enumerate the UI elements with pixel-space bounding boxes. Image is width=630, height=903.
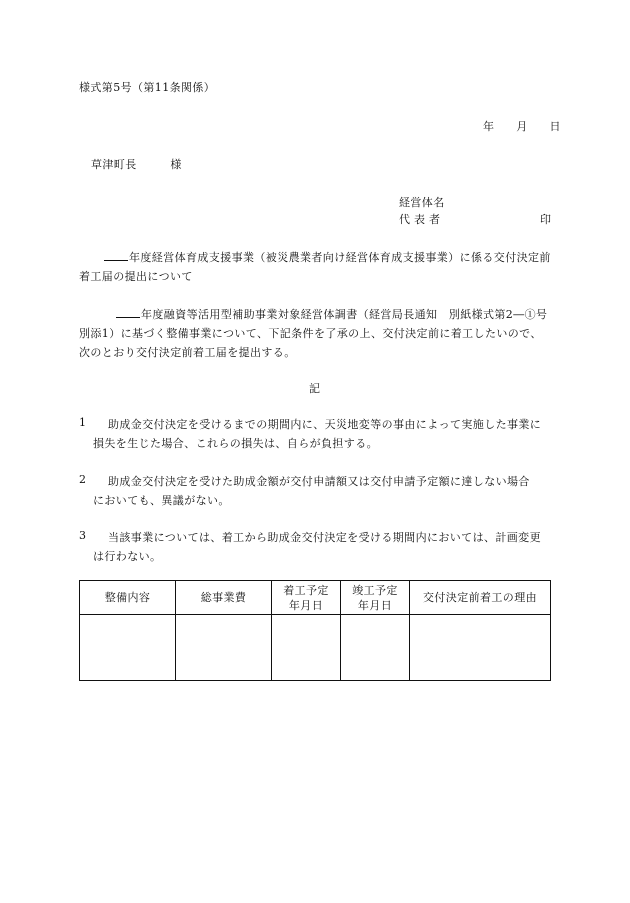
form-label: 様式第5号（第11条関係） [79,81,216,94]
applicant-name-label: 経営体名 [399,196,445,209]
header-total-cost: 総事業費 [176,581,272,615]
date-day: 日 [549,120,561,133]
table-row [80,615,551,681]
year-blank [116,308,140,318]
header-completion-date-line-1: 竣工予定 [352,583,398,597]
body-line-2: 別添1）に基づく整備事業について、下記条件を了承の上、交付決定前に着工したいので、 [79,327,542,340]
condition-line-1: 助成金交付決定を受けるまでの期間内に、天災地変等の事由によって実施した事業に [108,418,542,431]
date-year: 年 [483,120,495,133]
addressee-title: 草津町長 [91,158,137,171]
condition-number: 2 [79,473,87,486]
header-work-content: 整備内容 [80,581,176,615]
cell-work-content [80,615,176,681]
condition-line-2: においても、異議がない。 [93,494,230,507]
header-completion-date [341,581,410,615]
condition-line-2: 損失を生じた場合、これらの損失は、自らが負担する。 [93,437,378,450]
header-start-date-line-2: 年月日 [288,598,324,612]
subject-line-1: 年度経営体育成支援事業（被災農業者向け経営体育成支援事業）に係る交付決定前 [129,251,551,264]
cell-completion-date [341,615,410,681]
subject-line-2: 着工届の提出について [79,270,193,283]
work-table [79,580,551,681]
addressee [91,156,182,172]
cell-total-cost [176,615,272,681]
header-start-date [272,581,341,615]
applicant-rep-label: 代表者 [399,213,444,226]
ki-heading: 記 [309,382,321,395]
condition-line-1: 当該事業については、着工から助成金交付決定を受ける期間内においては、計画変更 [108,531,541,544]
addressee-honorific: 様 [170,158,182,171]
table-header-row [80,581,551,615]
condition-number: 3 [79,529,87,542]
cell-reason [410,615,551,681]
condition-number: 1 [79,416,87,429]
date-line [483,118,561,134]
condition-line-2: は行わない。 [93,550,162,563]
cell-start-date [272,615,341,681]
body-line-1: 年度融資等活用型補助事業対象経営体調書（経営局長通知 別紙様式第2―①号 [141,308,548,321]
header-start-date-line-1: 着工予定 [283,583,329,597]
header-reason: 交付決定前着工の理由 [410,581,551,615]
date-month: 月 [516,120,528,133]
seal-mark: 印 [540,213,552,226]
body-line-3: 次のとおり交付決定前着工届を提出する。 [79,346,296,359]
condition-line-1: 助成金交付決定を受けた助成金額が交付申請額又は交付申請予定額に達しない場合 [108,475,530,488]
header-completion-date-line-2: 年月日 [357,598,393,612]
year-blank [104,251,128,261]
